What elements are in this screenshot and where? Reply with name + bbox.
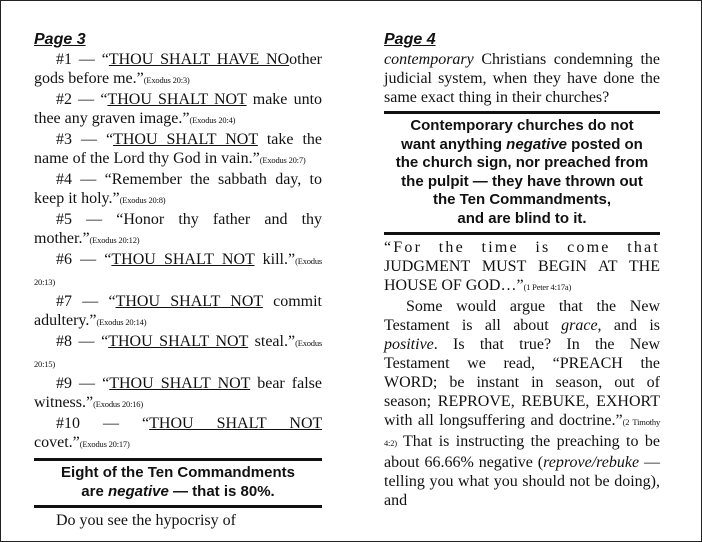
commandment-item: #8 — “THOU SHALT NOT steal.”(Exodus 20:15) [34, 333, 323, 369]
intro-paragraph: contemporary Christians condemning the judicial system, when they have done the same exact thing in their churches? [384, 51, 660, 106]
new-testament-paragraph: Some would argue that the New Testament is all about grace, and is positive. Is that true? In the New Testament we read, “PREACH the WORD; be instant in season, out of season; REPROVE, REBUKE, EXHORT with all longsuffering and doctrine.”(2 Timothy 4:2) That is instructing the preaching to be about 66.66% negative (reprove/rebuke — telling you what you should not be doing), and [384, 298, 661, 509]
callout-line: Eight of the Ten Commandments [61, 464, 295, 481]
commandment-item: #2 — “THOU SHALT NOT make unto thee any graven image.”(Exodus 20:4) [34, 91, 323, 127]
commandment-item: #5 — “Honor thy father and thy mother.”(Exodus 20:12) [34, 211, 323, 247]
commandment-list [34, 50, 322, 454]
scripture-quote: “For the time is come that JUDGMENT MUST BEGIN AT THE HOUSE OF GOD…”(1 Peter 4:17a) [384, 239, 660, 294]
callout-line: and are blind to it. [457, 209, 587, 227]
callout-line: Contemporary churches do not [410, 117, 634, 134]
contemporary-churches-callout [384, 111, 660, 235]
commandment-item: #1 — “THOU SHALT HAVE NOother gods before me.”(Exodus 20:3) [34, 51, 322, 87]
callout-line: the Ten Commandments, [432, 191, 612, 208]
commandment-item: #10 — “THOU SHALT NOT covet.”(Exodus 20:17) [34, 415, 322, 451]
commandment-item: #4 — “Remember the sabbath day, to keep it holy.”(Exodus 20:8) [34, 171, 322, 207]
callout-line: the pulpit — they have thrown out [401, 172, 643, 190]
callout-line: want anything negative posted on [401, 135, 643, 153]
callout-line: are negative — that is 80%. [81, 483, 275, 500]
page-4-column [384, 30, 660, 510]
hypocrisy-line: Do you see the hypocrisy of [56, 512, 236, 529]
commandment-item: #7 — “THOU SHALT NOT commit adultery.”(Exodus 20:14) [34, 293, 322, 329]
page-3-title: Page 3 [34, 31, 86, 48]
page-3-column [34, 30, 322, 530]
commandment-item: #6 — “THOU SHALT NOT kill.”(Exodus 20:13) [34, 251, 323, 287]
commandment-item: #9 — “THOU SHALT NOT bear false witness.”(Exodus 20:16) [34, 375, 322, 411]
commandment-item: #3 — “THOU SHALT NOT take the name of the Lord thy God in vain.”(Exodus 20:7) [34, 131, 322, 167]
callout-line: the church sign, nor preached from [395, 154, 649, 171]
eighty-percent-callout [34, 458, 322, 508]
page-4-title: Page 4 [384, 31, 436, 48]
